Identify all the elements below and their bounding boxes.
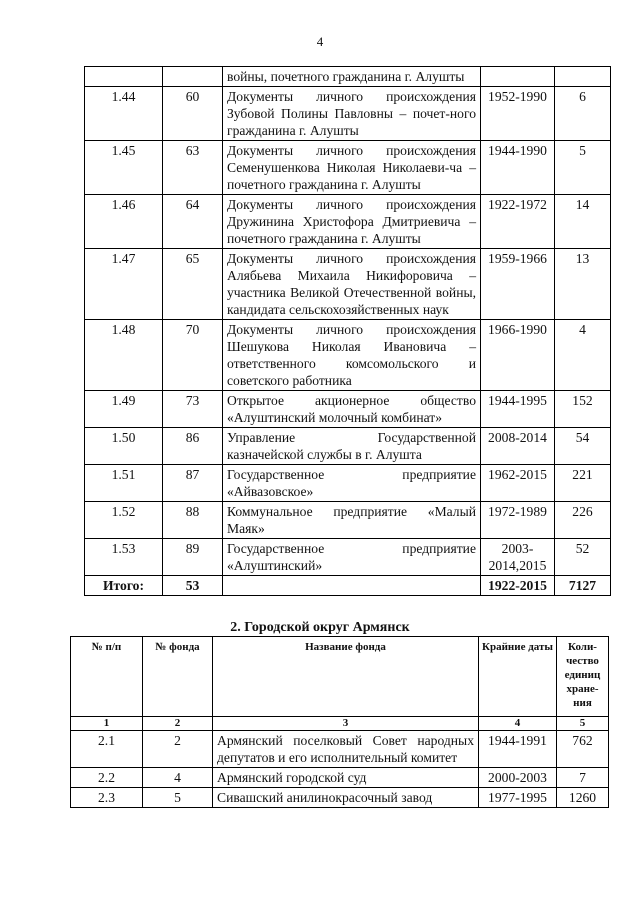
- row-number: 1.50: [85, 428, 163, 465]
- table-row: [85, 67, 611, 87]
- table-row: [71, 768, 609, 788]
- storage-units: 54: [555, 428, 611, 465]
- table2-column-numbers: [71, 717, 609, 731]
- storage-units: 4: [555, 320, 611, 391]
- table1-body: [85, 67, 611, 596]
- fond-name: Управление Государственной казначейской службы в г. Алушта: [223, 428, 481, 465]
- fond-dates: 1944-1990: [481, 141, 555, 195]
- total-fonds: 53: [163, 576, 223, 596]
- fond-dates: 1952-1990: [481, 87, 555, 141]
- fond-number: 88: [163, 502, 223, 539]
- row-number: 2.1: [71, 731, 143, 768]
- row-number: 1.49: [85, 391, 163, 428]
- table-row: [85, 465, 611, 502]
- total-row: [85, 576, 611, 596]
- fond-number: [163, 67, 223, 87]
- fond-name: Сивашский анилинокрасочный завод: [213, 788, 479, 808]
- col-number: 2: [143, 717, 213, 731]
- fond-number: 5: [143, 788, 213, 808]
- fond-name: Государственное предприятие «Айвазовское»: [223, 465, 481, 502]
- fonds-table-armyansk: [70, 636, 609, 808]
- col-number: 5: [557, 717, 609, 731]
- table-row: [85, 87, 611, 141]
- table-row: [85, 249, 611, 320]
- fond-dates: 1922-1972: [481, 195, 555, 249]
- fond-name: Коммунальное предприятие «Малый Маяк»: [223, 502, 481, 539]
- storage-units: 14: [555, 195, 611, 249]
- header-dates: Крайние даты: [479, 637, 557, 717]
- fond-number: 60: [163, 87, 223, 141]
- col-number: 4: [479, 717, 557, 731]
- fond-name: войны, почетного гражданина г. Алушты: [223, 67, 481, 87]
- fond-dates: 1966-1990: [481, 320, 555, 391]
- fond-dates: 2000-2003: [479, 768, 557, 788]
- fond-name: Открытое акционерное общество «Алуштинский молочный комбинат»: [223, 391, 481, 428]
- row-number: 1.46: [85, 195, 163, 249]
- row-number: [85, 67, 163, 87]
- fond-number: 65: [163, 249, 223, 320]
- header-name: Название фонда: [213, 637, 479, 717]
- fond-dates: 2003-2014,2015: [481, 539, 555, 576]
- total-name: [223, 576, 481, 596]
- storage-units: 5: [555, 141, 611, 195]
- row-number: 1.48: [85, 320, 163, 391]
- fond-number: 73: [163, 391, 223, 428]
- row-number: 1.47: [85, 249, 163, 320]
- row-number: 2.2: [71, 768, 143, 788]
- fond-number: 64: [163, 195, 223, 249]
- table-row: [85, 428, 611, 465]
- fond-number: 63: [163, 141, 223, 195]
- storage-units: 762: [557, 731, 609, 768]
- fond-name: Документы личного происхождения Шешукова Николая Ивановича – ответственного комсомольского и советского работника: [223, 320, 481, 391]
- total-dates: 1922-2015: [481, 576, 555, 596]
- storage-units: 226: [555, 502, 611, 539]
- col-number: 1: [71, 717, 143, 731]
- table-row: [85, 141, 611, 195]
- page-number: 4: [316, 34, 324, 49]
- table-row: [85, 391, 611, 428]
- header-count: Коли-чество единиц хране-ния: [557, 637, 609, 717]
- fond-name: Документы личного происхождения Дружинина Христофора Дмитриевича – почетного гражданина г. Алушты: [223, 195, 481, 249]
- row-number: 1.44: [85, 87, 163, 141]
- storage-units: 52: [555, 539, 611, 576]
- table2-header-row: [71, 637, 609, 717]
- fond-dates: [481, 67, 555, 87]
- fond-name: Документы личного происхождения Алябьева Михаила Никифоровича – участника Великой Отечественной войны, кандидата сельскохозяйственных наук: [223, 249, 481, 320]
- row-number: 1.52: [85, 502, 163, 539]
- section-title: 2. Городской округ Армянск: [230, 620, 410, 635]
- row-number: 1.53: [85, 539, 163, 576]
- fond-dates: 1977-1995: [479, 788, 557, 808]
- storage-units: 1260: [557, 788, 609, 808]
- table-row: [85, 539, 611, 576]
- header-fond: № фонда: [143, 637, 213, 717]
- header-no: № п/п: [71, 637, 143, 717]
- col-number: 3: [213, 717, 479, 731]
- storage-units: 13: [555, 249, 611, 320]
- fond-dates: 1959-1966: [481, 249, 555, 320]
- row-number: 1.51: [85, 465, 163, 502]
- fond-dates: 1962-2015: [481, 465, 555, 502]
- total-units: 7127: [555, 576, 611, 596]
- fond-name: Документы личного происхождения Зубовой Полины Павловны – почет-ного гражданина г. Алушты: [223, 87, 481, 141]
- fond-number: 86: [163, 428, 223, 465]
- fond-name: Государственное предприятие «Алуштинский»: [223, 539, 481, 576]
- row-number: 2.3: [71, 788, 143, 808]
- storage-units: [555, 67, 611, 87]
- table-row: [71, 788, 609, 808]
- fond-dates: 1972-1989: [481, 502, 555, 539]
- table-row: [85, 320, 611, 391]
- storage-units: 7: [557, 768, 609, 788]
- total-label: Итого:: [85, 576, 163, 596]
- fond-number: 2: [143, 731, 213, 768]
- fond-number: 4: [143, 768, 213, 788]
- table-row: [85, 195, 611, 249]
- fond-number: 89: [163, 539, 223, 576]
- storage-units: 6: [555, 87, 611, 141]
- fond-number: 70: [163, 320, 223, 391]
- fond-name: Армянский поселковый Совет народных депутатов и его исполнительный комитет: [213, 731, 479, 768]
- table-row: [85, 502, 611, 539]
- fond-name: Документы личного происхождения Семенушенкова Николая Николаеви-ча – почетного гражданина г. Алушты: [223, 141, 481, 195]
- fond-dates: 1944-1991: [479, 731, 557, 768]
- fond-dates: 2008-2014: [481, 428, 555, 465]
- table2-body: [71, 731, 609, 808]
- row-number: 1.45: [85, 141, 163, 195]
- fonds-table-alushta: [84, 66, 611, 596]
- fond-dates: 1944-1995: [481, 391, 555, 428]
- table-row: [71, 731, 609, 768]
- fond-name: Армянский городской суд: [213, 768, 479, 788]
- storage-units: 152: [555, 391, 611, 428]
- fond-number: 87: [163, 465, 223, 502]
- storage-units: 221: [555, 465, 611, 502]
